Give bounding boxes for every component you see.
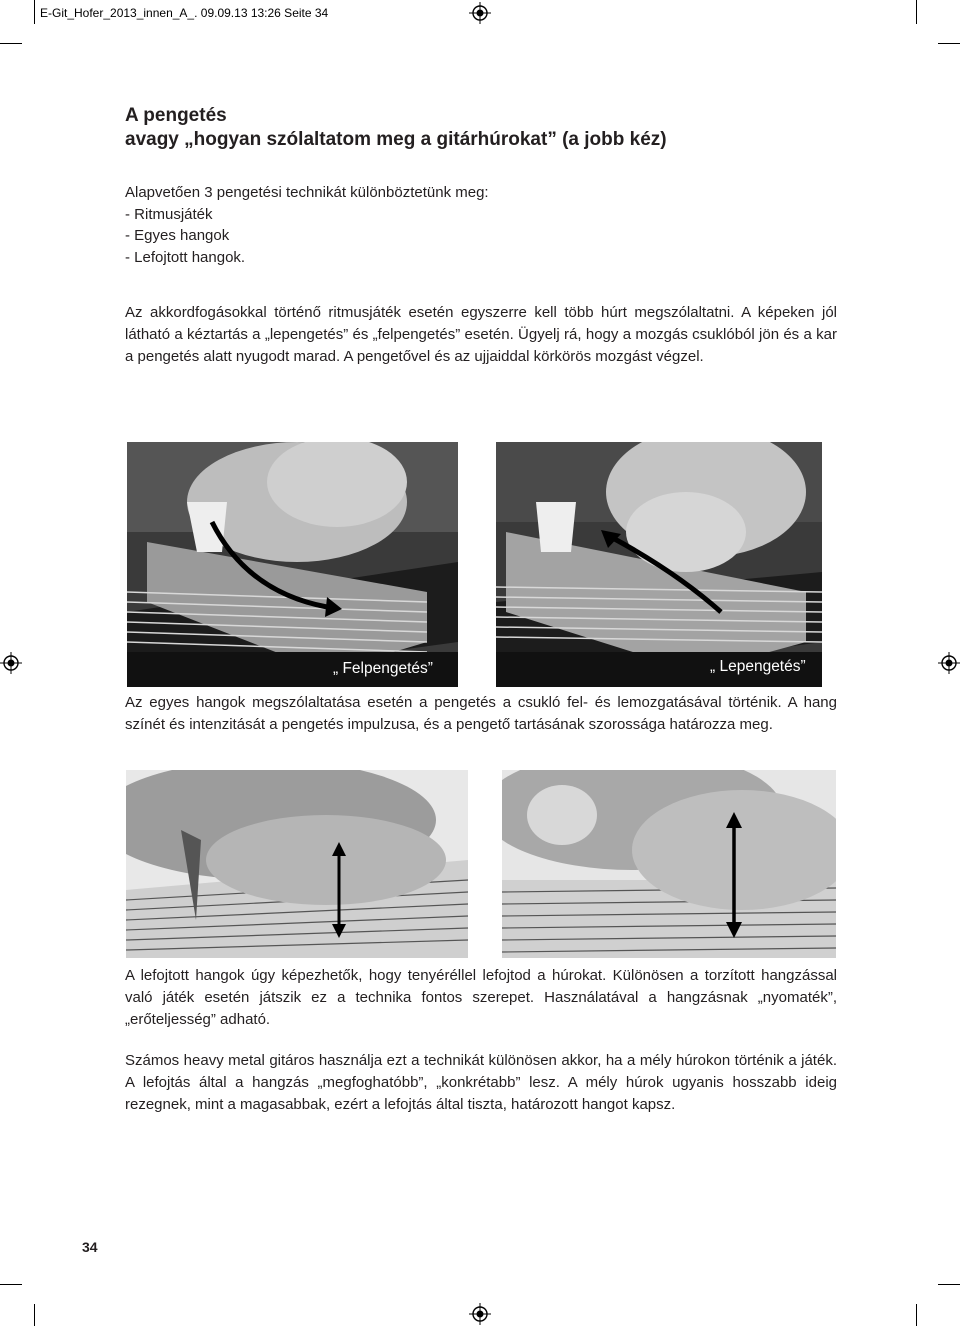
paragraph-single-notes: Az egyes hangok megszólaltatása esetén a pengetés a csukló fel- és lemozgatásával történik. A hang színét és intenzitását a pengetés impulzusa, és a pengető tartásának szorossága határozza meg.	[125, 694, 837, 733]
list-item: - Lefojtott hangok.	[125, 248, 246, 266]
paragraph-heavy-metal: Számos heavy metal gitáros használja ezt a technikát különösen akkor, ha a mély húrokon történik a játék. A lefojtás által a hangzás „megfoghatóbb”, „konkrétabb” lesz. A mély húrok ugyanis hosszabb ideig rezegnek, mint a magasabbak, ezért a lefojtás által tiszta, határozott hangot kapsz.	[125, 1052, 837, 1113]
heading-line-1: A pengetés	[125, 105, 227, 126]
page-number: 34	[82, 1239, 98, 1255]
photo-upstroke	[127, 442, 458, 687]
registration-mark-icon	[469, 2, 491, 24]
crop-mark	[0, 43, 22, 44]
paragraph-palm-mute: A lefojtott hangok úgy képezhetők, hogy tenyéréllel lefojtod a húrokat. Különösen a torzított hangzással való játék esetén játszik ez a technika fontos szerepet. Használatával a hangzásnak „nyomaték”, „erőteljesség” adható.	[125, 967, 837, 1028]
photo-caption: „ Felpengetés”	[333, 660, 433, 677]
list-item: - Egyes hangok	[125, 227, 230, 244]
registration-mark-icon	[0, 652, 22, 674]
registration-mark-icon	[469, 1303, 491, 1325]
crop-mark	[938, 1284, 960, 1285]
page-heading	[125, 104, 845, 152]
crop-mark	[938, 43, 960, 44]
paragraph-rhythm: Az akkordfogásokkal történő ritmusjáték esetén egyszerre kell több húrt megszólaltatni. A képeken jól látható a kéztartás a „lepengetés” és „felpengetés” esetén. Ügyelj rá, hogy a mozgás csuklóból jön és a kar a pengetés alatt nyugodt marad. A pengetővel és az ujjaiddal körkörös mozgást végzel.	[125, 304, 837, 365]
heading-line-2: avagy „hogyan szólaltatom meg a gitárhúrokat” (a jobb kéz)	[125, 129, 667, 150]
crop-mark	[0, 1284, 22, 1285]
intro-block	[125, 182, 845, 268]
list-item: - Ritmusjáték	[125, 205, 213, 223]
registration-mark-icon	[938, 652, 960, 674]
crop-mark	[916, 1304, 917, 1326]
photo-single-note-left	[126, 770, 468, 958]
intro-lead: Alapvetően 3 pengetési technikát különböztetünk meg:	[125, 184, 489, 201]
crop-mark	[34, 0, 35, 24]
photo-downstroke	[496, 442, 822, 687]
photo-caption: „ Lepengetés”	[710, 658, 806, 675]
slug-line: E-Git_Hofer_2013_innen_A_. 09.09.13 13:26 Seite 34	[40, 6, 329, 20]
crop-mark	[916, 0, 917, 24]
photo-single-note-right	[502, 770, 836, 958]
crop-mark	[34, 1304, 35, 1326]
